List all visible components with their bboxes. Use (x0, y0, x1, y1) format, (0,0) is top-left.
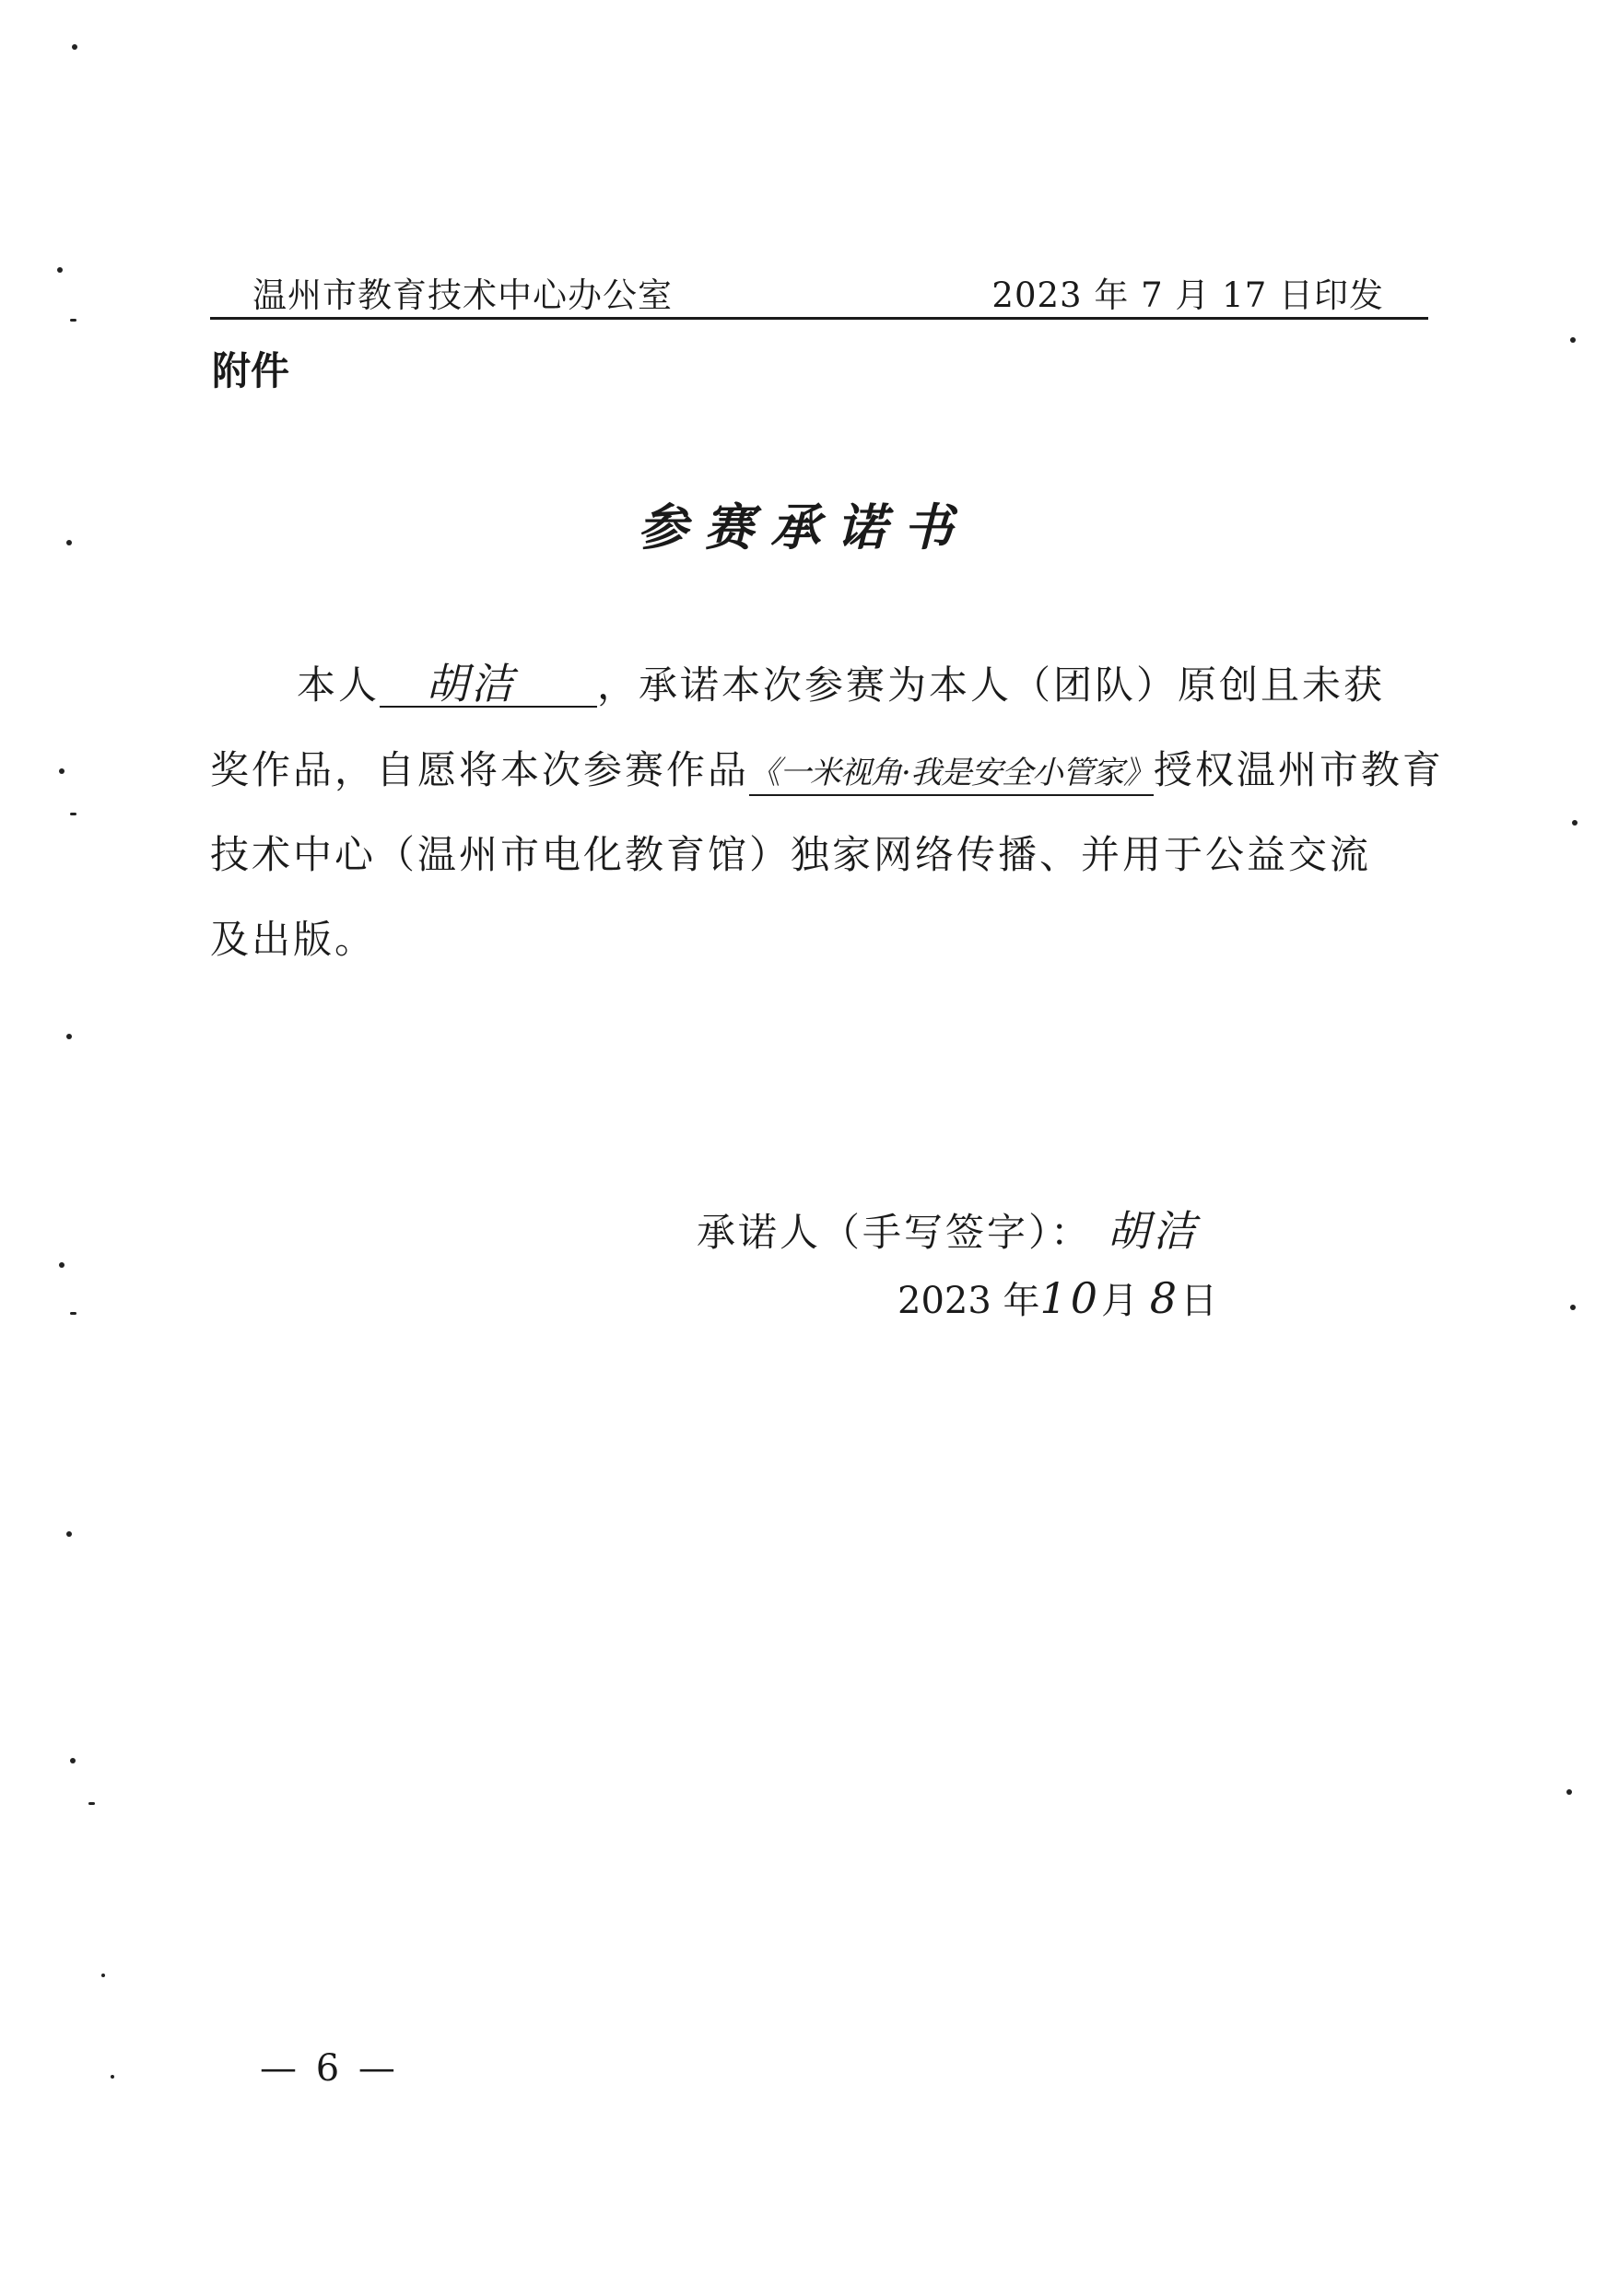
scan-speck (1572, 820, 1578, 826)
scan-speck (57, 267, 63, 273)
pledge-line-2 (210, 728, 1444, 813)
document-title: 参赛承诺书 (638, 498, 969, 556)
scan-speck (70, 813, 76, 815)
pledge-line-2-prefix: 奖作品，自愿将本次参赛作品 (210, 747, 750, 792)
scan-speck (70, 1758, 76, 1763)
scan-speck (66, 1034, 72, 1039)
page-number: — 6 — (260, 2047, 399, 2090)
signature-handwritten: 胡洁 (1107, 1206, 1200, 1256)
issue-date: 2023 年 7 月 17 日印发 (991, 275, 1384, 315)
scan-speck (88, 1802, 95, 1805)
pledge-line-4: 及出版。 (210, 917, 377, 962)
scan-speck (1566, 1789, 1572, 1795)
print-header (210, 265, 1428, 320)
date-year: 2023 (897, 1280, 991, 1322)
participant-name-handwritten: 胡洁 (380, 662, 597, 708)
pledge-date (897, 1271, 1217, 1324)
scan-speck (70, 1312, 76, 1315)
date-day-unit: 日 (1180, 1280, 1218, 1322)
scan-speck (1570, 1305, 1576, 1310)
scan-speck (111, 2075, 114, 2079)
issuer-name: 温州市教育技术中心办公室 (252, 275, 673, 315)
scan-speck (101, 1974, 105, 1977)
pledge-line-1-text: ，承诺本次参赛为本人（团队）原创且未获 (597, 662, 1386, 708)
date-day-handwritten: 8 (1149, 1273, 1181, 1323)
scan-speck (1570, 337, 1576, 343)
work-title-handwritten: 《一米视角·我是安全小管家》 (749, 752, 1154, 796)
signature-label: 承诺人（手写签字）： (697, 1210, 1093, 1255)
date-month-unit: 月 (1101, 1280, 1139, 1322)
scan-speck (59, 768, 65, 774)
date-month-handwritten: 10 (1039, 1273, 1102, 1323)
pledge-line-2-suffix: 授权温州市教育 (1153, 747, 1444, 792)
pledge-body (210, 643, 1444, 982)
pledge-prefix: 本人 (297, 662, 381, 708)
scan-speck (72, 44, 77, 50)
date-year-unit: 年 (1003, 1280, 1040, 1322)
pledge-line-1 (210, 643, 1436, 728)
scan-speck (59, 1262, 65, 1268)
scan-speck (66, 1531, 72, 1537)
scan-speck (70, 319, 76, 322)
attachment-label: 附件 (212, 348, 290, 393)
pledge-line-3: 技术中心（温州市电化教育馆）独家网络传播、并用于公益交流 (210, 832, 1372, 877)
signature-block (697, 1198, 1199, 1259)
